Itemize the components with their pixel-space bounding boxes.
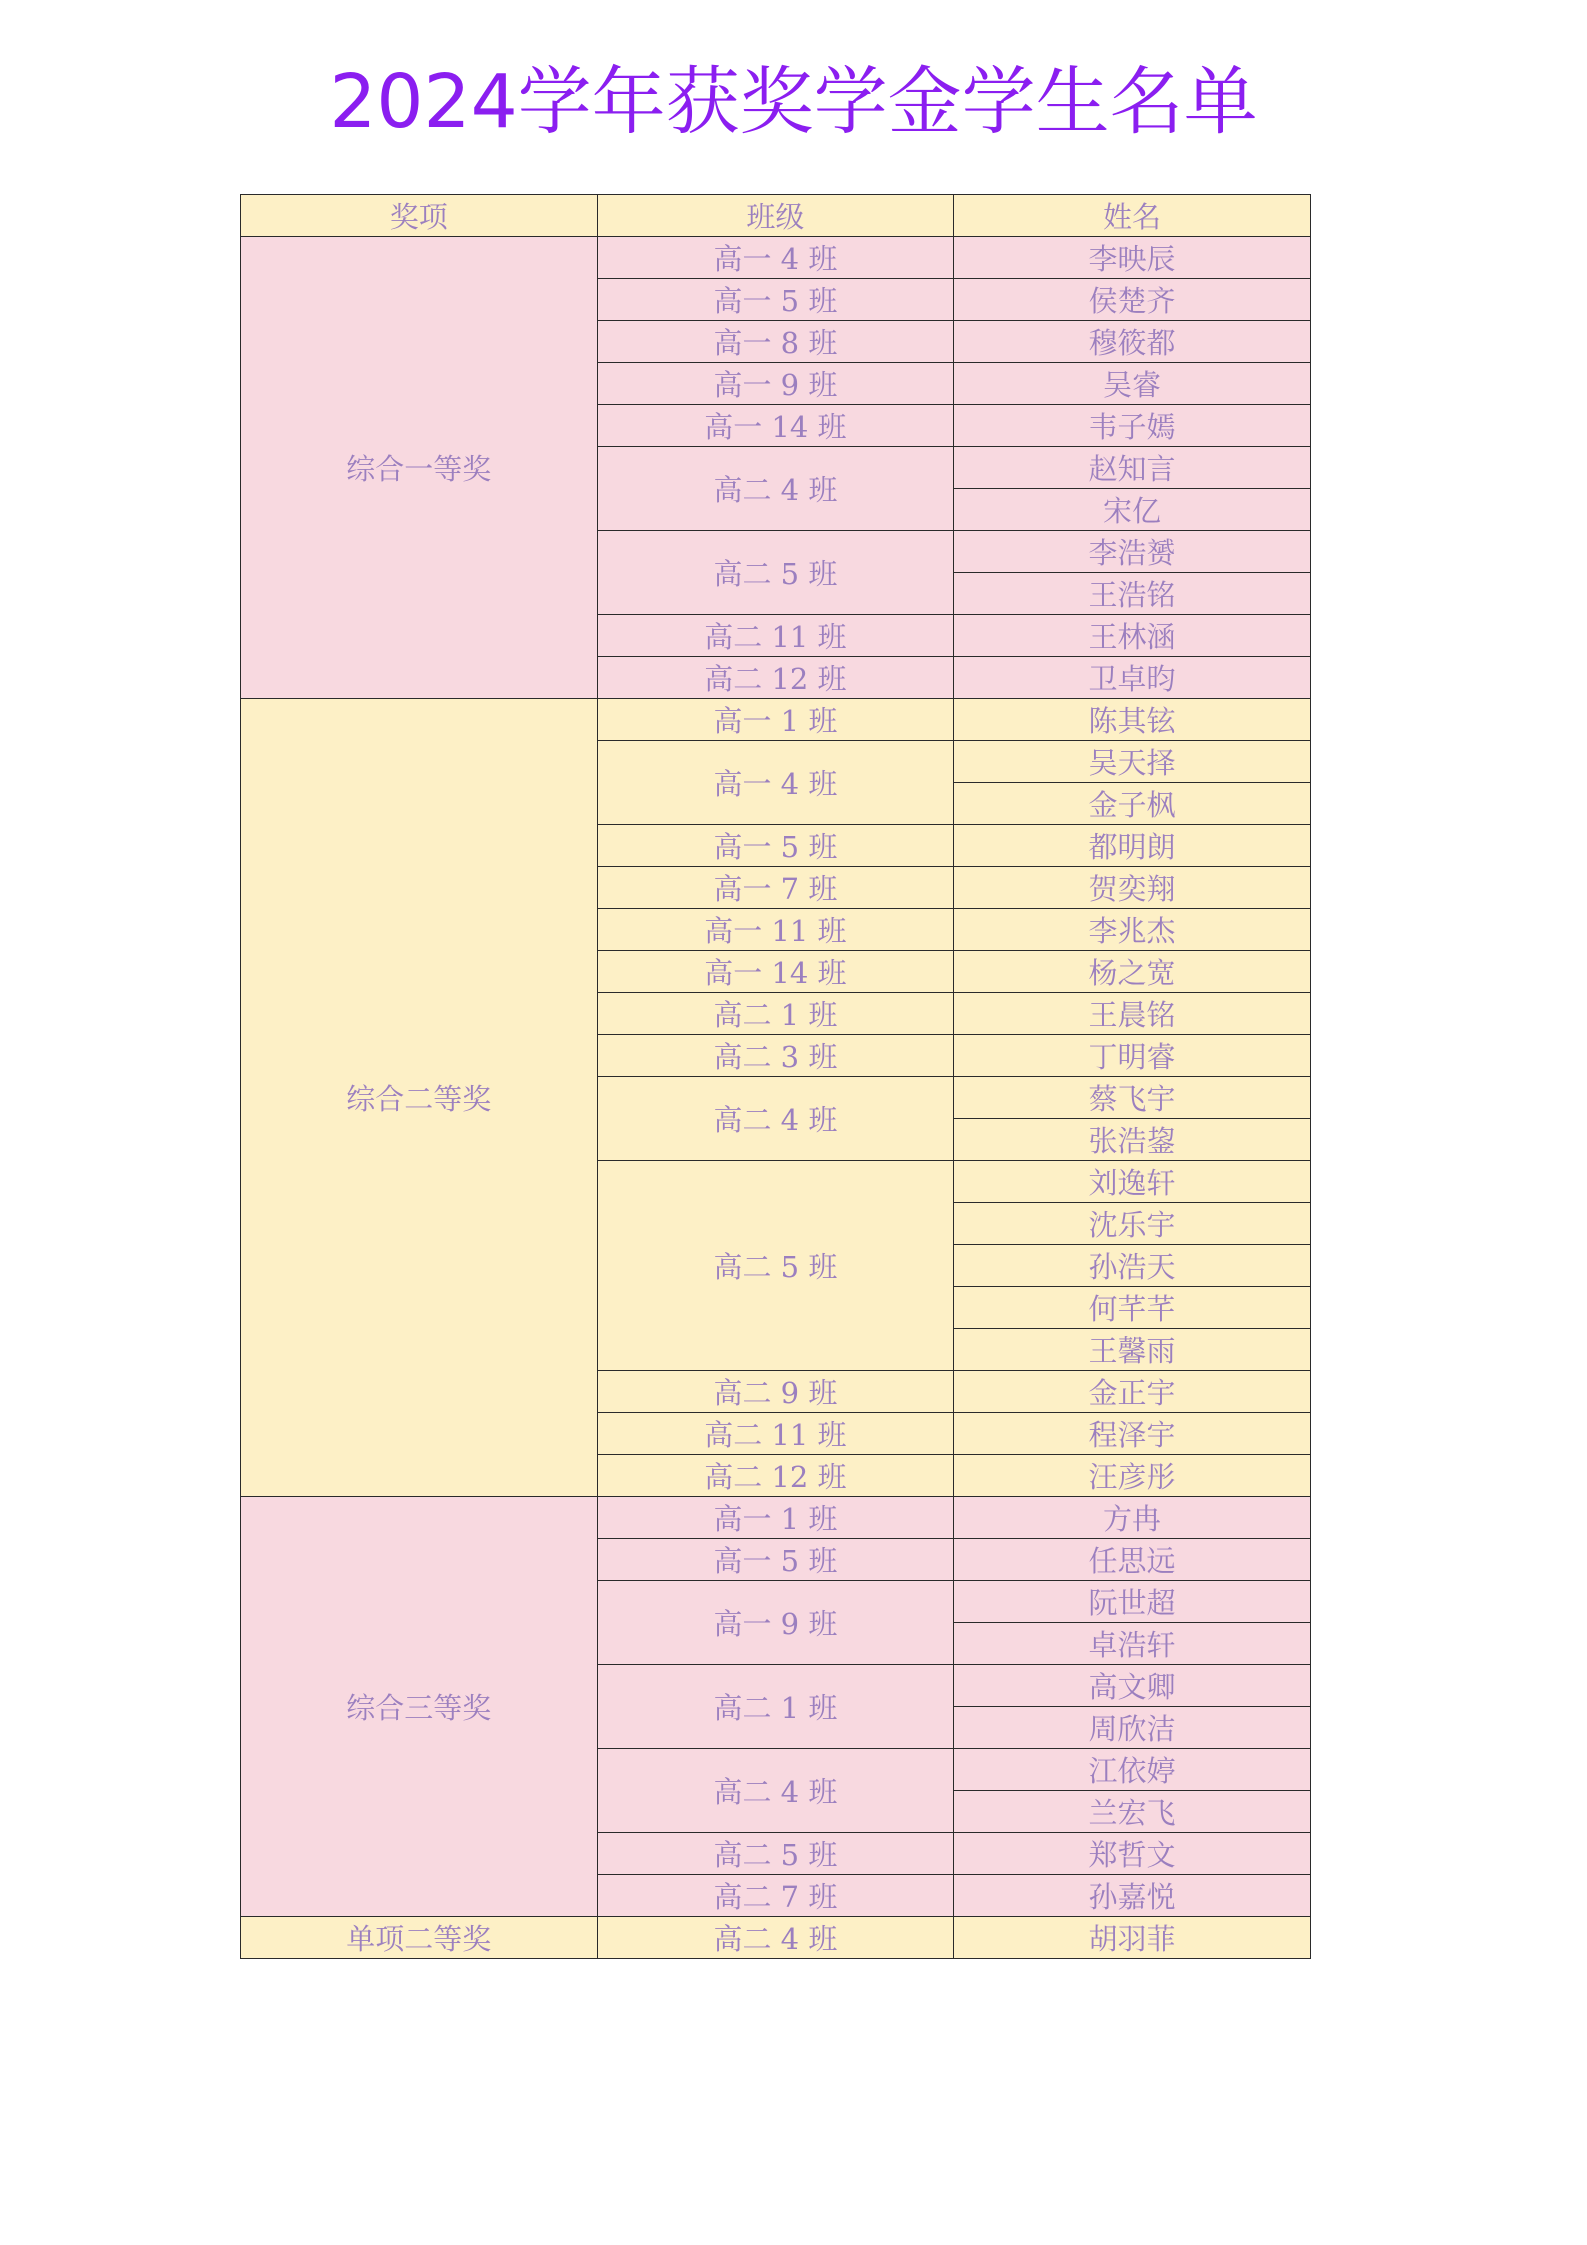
student-name-cell: 李映辰 xyxy=(954,237,1311,279)
student-name-cell: 金正宇 xyxy=(954,1371,1311,1413)
student-name-cell: 杨之宽 xyxy=(954,951,1311,993)
student-name-cell: 宋亿 xyxy=(954,489,1311,531)
student-name-cell: 高文卿 xyxy=(954,1665,1311,1707)
student-name-cell: 江依婷 xyxy=(954,1749,1311,1791)
award-cell: 综合三等奖 xyxy=(241,1497,598,1917)
student-name-cell: 孙嘉悦 xyxy=(954,1875,1311,1917)
header-award: 奖项 xyxy=(241,195,598,237)
student-name-cell: 何芊芊 xyxy=(954,1287,1311,1329)
class-cell: 高一 9 班 xyxy=(597,1581,954,1665)
student-name-cell: 陈其铉 xyxy=(954,699,1311,741)
table-row xyxy=(241,1497,1311,1539)
class-cell: 高一 8 班 xyxy=(597,321,954,363)
student-name-cell: 阮世超 xyxy=(954,1581,1311,1623)
class-cell: 高一 5 班 xyxy=(597,279,954,321)
award-cell: 单项二等奖 xyxy=(241,1917,598,1959)
table-row xyxy=(241,237,1311,279)
header-name: 姓名 xyxy=(954,195,1311,237)
student-name-cell: 孙浩天 xyxy=(954,1245,1311,1287)
class-cell: 高二 5 班 xyxy=(597,1161,954,1371)
class-cell: 高一 14 班 xyxy=(597,951,954,993)
class-cell: 高二 4 班 xyxy=(597,1749,954,1833)
class-cell: 高一 5 班 xyxy=(597,1539,954,1581)
header-class: 班级 xyxy=(597,195,954,237)
class-cell: 高二 5 班 xyxy=(597,1833,954,1875)
class-cell: 高二 5 班 xyxy=(597,531,954,615)
student-name-cell: 汪彦彤 xyxy=(954,1455,1311,1497)
class-cell: 高二 11 班 xyxy=(597,1413,954,1455)
class-cell: 高一 9 班 xyxy=(597,363,954,405)
class-cell: 高二 9 班 xyxy=(597,1371,954,1413)
student-name-cell: 兰宏飞 xyxy=(954,1791,1311,1833)
student-name-cell: 都明朗 xyxy=(954,825,1311,867)
student-name-cell: 侯楚齐 xyxy=(954,279,1311,321)
student-name-cell: 丁明睿 xyxy=(954,1035,1311,1077)
student-name-cell: 韦子嫣 xyxy=(954,405,1311,447)
student-name-cell: 周欣洁 xyxy=(954,1707,1311,1749)
student-name-cell: 王晨铭 xyxy=(954,993,1311,1035)
class-cell: 高一 11 班 xyxy=(597,909,954,951)
class-cell: 高二 4 班 xyxy=(597,1917,954,1959)
student-name-cell: 张浩鋆 xyxy=(954,1119,1311,1161)
class-cell: 高二 11 班 xyxy=(597,615,954,657)
class-cell: 高一 4 班 xyxy=(597,741,954,825)
student-name-cell: 任思远 xyxy=(954,1539,1311,1581)
student-name-cell: 卫卓昀 xyxy=(954,657,1311,699)
class-cell: 高二 1 班 xyxy=(597,993,954,1035)
student-name-cell: 方冉 xyxy=(954,1497,1311,1539)
class-cell: 高二 1 班 xyxy=(597,1665,954,1749)
class-cell: 高二 4 班 xyxy=(597,447,954,531)
student-name-cell: 贺奕翔 xyxy=(954,867,1311,909)
class-cell: 高一 1 班 xyxy=(597,1497,954,1539)
class-cell: 高二 4 班 xyxy=(597,1077,954,1161)
header-row xyxy=(241,195,1311,237)
student-name-cell: 蔡飞宇 xyxy=(954,1077,1311,1119)
student-name-cell: 王浩铭 xyxy=(954,573,1311,615)
class-cell: 高二 12 班 xyxy=(597,1455,954,1497)
student-name-cell: 李兆杰 xyxy=(954,909,1311,951)
class-cell: 高一 4 班 xyxy=(597,237,954,279)
student-name-cell: 刘逸轩 xyxy=(954,1161,1311,1203)
scholarship-table xyxy=(240,194,1311,1959)
class-cell: 高一 1 班 xyxy=(597,699,954,741)
student-name-cell: 郑哲文 xyxy=(954,1833,1311,1875)
award-cell: 综合一等奖 xyxy=(241,237,598,699)
student-name-cell: 沈乐宇 xyxy=(954,1203,1311,1245)
page-title: 2024学年获奖学金学生名单 xyxy=(329,59,1258,145)
student-name-cell: 卓浩轩 xyxy=(954,1623,1311,1665)
class-cell: 高一 14 班 xyxy=(597,405,954,447)
student-name-cell: 王林涵 xyxy=(954,615,1311,657)
class-cell: 高二 12 班 xyxy=(597,657,954,699)
student-name-cell: 赵知言 xyxy=(954,447,1311,489)
student-name-cell: 穆筱都 xyxy=(954,321,1311,363)
class-cell: 高二 7 班 xyxy=(597,1875,954,1917)
award-cell: 综合二等奖 xyxy=(241,699,598,1497)
student-name-cell: 李浩赟 xyxy=(954,531,1311,573)
student-name-cell: 程泽宇 xyxy=(954,1413,1311,1455)
table-header xyxy=(241,195,1311,237)
student-name-cell: 吴睿 xyxy=(954,363,1311,405)
class-cell: 高二 3 班 xyxy=(597,1035,954,1077)
table-row xyxy=(241,1917,1311,1959)
student-name-cell: 金子枫 xyxy=(954,783,1311,825)
student-name-cell: 王馨雨 xyxy=(954,1329,1311,1371)
class-cell: 高一 7 班 xyxy=(597,867,954,909)
table-body xyxy=(241,237,1311,1959)
table-row xyxy=(241,699,1311,741)
student-name-cell: 胡羽菲 xyxy=(954,1917,1311,1959)
student-name-cell: 吴天择 xyxy=(954,741,1311,783)
class-cell: 高一 5 班 xyxy=(597,825,954,867)
